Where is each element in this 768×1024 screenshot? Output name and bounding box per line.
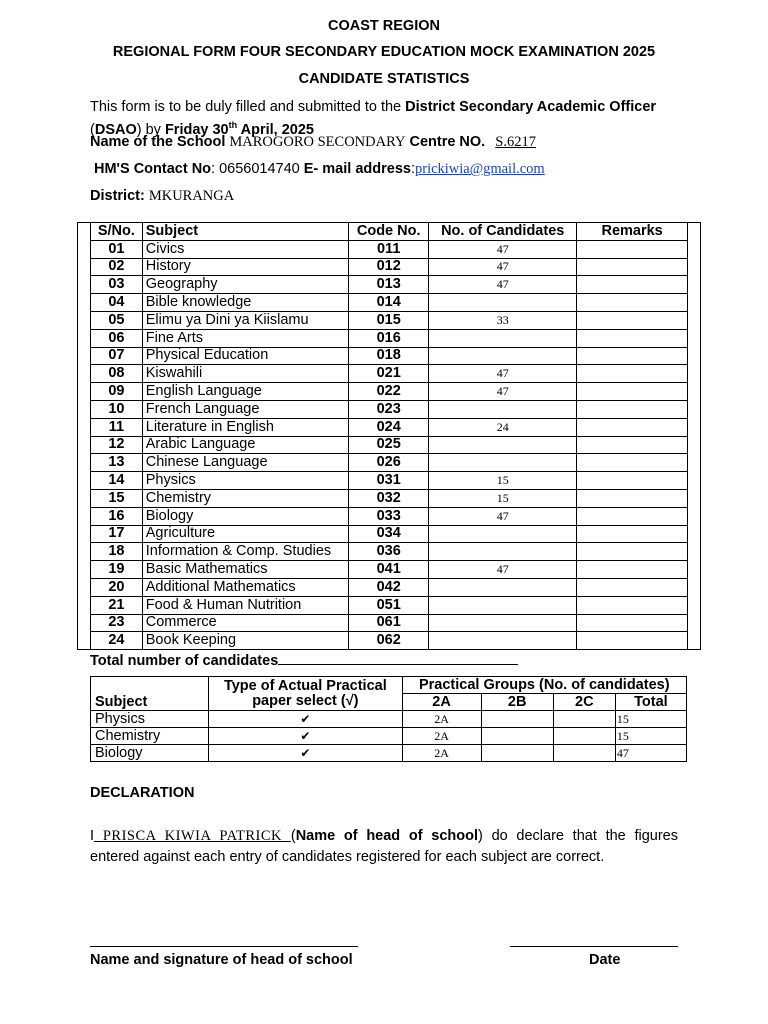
table-row xyxy=(91,436,688,454)
subject-code: 026 xyxy=(349,454,429,472)
remarks-cell xyxy=(577,507,688,525)
serial-number: 23 xyxy=(91,614,143,632)
check-icon: ✔ xyxy=(209,745,402,762)
subject-name: Additional Mathematics xyxy=(142,578,348,596)
serial-number: 05 xyxy=(91,311,143,329)
candidate-count xyxy=(429,578,577,596)
candidate-count xyxy=(429,294,577,312)
remarks-cell xyxy=(577,418,688,436)
serial-number: 08 xyxy=(91,365,143,383)
subject-code: 041 xyxy=(349,561,429,579)
serial-number: 03 xyxy=(91,276,143,294)
email-link[interactable]: prickiwia@gmail.com xyxy=(414,161,545,177)
serial-number: 06 xyxy=(91,329,143,347)
subject-name: English Language xyxy=(142,383,348,401)
table-row xyxy=(91,400,688,418)
subject-code: 042 xyxy=(349,578,429,596)
candidate-count: 24 xyxy=(429,418,577,436)
group-2b-cell xyxy=(481,711,553,728)
subject-code: 033 xyxy=(349,507,429,525)
centre-value: S.6217 xyxy=(495,134,536,150)
subject-name: Arabic Language xyxy=(142,436,348,454)
remarks-cell xyxy=(577,614,688,632)
subject-code: 023 xyxy=(349,400,429,418)
group-2c-cell xyxy=(553,711,615,728)
subject-code: 051 xyxy=(349,596,429,614)
remarks-cell xyxy=(577,329,688,347)
table-row xyxy=(91,276,688,294)
candidate-count xyxy=(429,632,577,650)
signature-label: Name and signature of head of school xyxy=(90,952,353,968)
district-label: District: xyxy=(90,188,145,204)
subject-name: Chemistry xyxy=(142,489,348,507)
subject-name: Fine Arts xyxy=(142,329,348,347)
group-total-cell: 15 xyxy=(615,728,686,745)
serial-number: 10 xyxy=(91,400,143,418)
subject-name: Civics xyxy=(142,240,348,258)
group-total-header: Total xyxy=(615,694,686,711)
practical-subject: Biology xyxy=(91,745,209,762)
candidate-count xyxy=(429,347,577,365)
table-row xyxy=(91,489,688,507)
subject-code: 032 xyxy=(349,489,429,507)
remarks-cell xyxy=(577,365,688,383)
subject-code: 034 xyxy=(349,525,429,543)
practical-subject: Chemistry xyxy=(91,728,209,745)
subject-name: Basic Mathematics xyxy=(142,561,348,579)
serial-number: 17 xyxy=(91,525,143,543)
subject-code: 011 xyxy=(349,240,429,258)
candidate-count: 15 xyxy=(429,472,577,490)
candidate-count xyxy=(429,596,577,614)
school-name-value: MAROGORO SECONDARY xyxy=(229,134,406,150)
serial-number: 24 xyxy=(91,632,143,650)
subject-name: History xyxy=(142,258,348,276)
check-icon: ✔ xyxy=(209,711,402,728)
col-candidates: No. of Candidates xyxy=(429,223,577,241)
declaration-text xyxy=(90,826,678,868)
remarks-cell xyxy=(577,436,688,454)
remarks-cell xyxy=(577,543,688,561)
declaration-prefix: I xyxy=(90,828,95,844)
practical-row xyxy=(91,711,687,728)
contact-line: HM'S Contact No: 0656014740 E- mail address:prickiwia@gmail.com xyxy=(94,161,545,177)
candidate-count: 47 xyxy=(429,276,577,294)
col-subject: Subject xyxy=(142,223,348,241)
serial-number: 02 xyxy=(91,258,143,276)
table-row xyxy=(91,294,688,312)
table-row xyxy=(91,561,688,579)
subject-name: Book Keeping xyxy=(142,632,348,650)
intro-paragraph xyxy=(90,98,690,139)
declaration-heading: DECLARATION xyxy=(90,785,195,801)
practical-header-row-1 xyxy=(91,677,687,694)
remarks-cell xyxy=(577,311,688,329)
practical-table xyxy=(90,676,687,762)
group-2a-header: 2A xyxy=(402,694,481,711)
group-total-cell: 47 xyxy=(615,745,686,762)
remarks-cell xyxy=(577,596,688,614)
declaration-line-1 xyxy=(90,826,678,847)
head-name: PRISCA KIWIA PATRICK xyxy=(94,828,291,844)
remarks-cell xyxy=(577,400,688,418)
subject-name: French Language xyxy=(142,400,348,418)
candidate-count: 47 xyxy=(429,258,577,276)
table-row xyxy=(91,614,688,632)
candidate-count: 47 xyxy=(429,240,577,258)
candidate-count xyxy=(429,454,577,472)
serial-number: 09 xyxy=(91,383,143,401)
remarks-cell xyxy=(577,489,688,507)
group-2c-cell xyxy=(553,745,615,762)
subject-name: Agriculture xyxy=(142,525,348,543)
subject-code: 024 xyxy=(349,418,429,436)
remarks-cell xyxy=(577,454,688,472)
head-role: Name of head of school xyxy=(295,828,479,844)
candidate-count xyxy=(429,525,577,543)
candidate-count xyxy=(429,400,577,418)
remarks-cell xyxy=(577,578,688,596)
subject-name: Literature in English xyxy=(142,418,348,436)
practical-row xyxy=(91,728,687,745)
subject-name: Bible knowledge xyxy=(142,294,348,312)
table-row xyxy=(91,258,688,276)
candidate-count: 47 xyxy=(429,383,577,401)
hm-contact-value: : 0656014740 xyxy=(211,161,300,177)
table-row xyxy=(91,383,688,401)
serial-number: 12 xyxy=(91,436,143,454)
subject-name: Elimu ya Dini ya Kiislamu xyxy=(142,311,348,329)
region-heading: COAST REGION xyxy=(328,18,440,34)
col-sno: S/No. xyxy=(91,223,143,241)
date-label: Date xyxy=(589,952,621,968)
practical-type-header: Type of Actual Practical paper select (√) xyxy=(209,677,402,711)
subject-code: 061 xyxy=(349,614,429,632)
subject-code: 062 xyxy=(349,632,429,650)
group-2a-cell: 2A xyxy=(402,745,481,762)
declaration-line-2: entered against each entry of candidates registered for each subject are correct. xyxy=(90,849,605,865)
serial-number: 18 xyxy=(91,543,143,561)
serial-number: 13 xyxy=(91,454,143,472)
candidate-count: 33 xyxy=(429,311,577,329)
officer-title: District Secondary Academic Officer xyxy=(405,99,657,115)
subjects-table xyxy=(90,222,688,650)
candidate-count xyxy=(429,329,577,347)
by-text: ) by xyxy=(136,121,165,138)
serial-number: 16 xyxy=(91,507,143,525)
school-name-label: Name of the School xyxy=(90,134,226,150)
subject-name: Physics xyxy=(142,472,348,490)
candidate-count: 47 xyxy=(429,561,577,579)
table-row xyxy=(91,578,688,596)
group-2c-cell xyxy=(553,728,615,745)
candidate-count: 47 xyxy=(429,365,577,383)
email-label: E- mail address xyxy=(303,161,411,177)
table-row xyxy=(91,507,688,525)
table-row xyxy=(91,347,688,365)
subject-code: 014 xyxy=(349,294,429,312)
table-row xyxy=(91,240,688,258)
subject-name: Food & Human Nutrition xyxy=(142,596,348,614)
subject-name: Biology xyxy=(142,507,348,525)
serial-number: 15 xyxy=(91,489,143,507)
table-frame-left xyxy=(77,222,78,650)
group-2b-header: 2B xyxy=(481,694,553,711)
dsao-abbr: DSAO xyxy=(94,121,137,138)
total-candidates xyxy=(90,652,518,669)
remarks-cell xyxy=(577,240,688,258)
remarks-cell xyxy=(577,561,688,579)
group-total-cell: 15 xyxy=(615,711,686,728)
group-2b-cell xyxy=(481,728,553,745)
declaration-line1-rest: ) do declare that the figures xyxy=(478,828,678,844)
candidate-count xyxy=(429,543,577,561)
serial-number: 11 xyxy=(91,418,143,436)
total-blank-line xyxy=(278,652,518,665)
remarks-cell xyxy=(577,347,688,365)
table-row xyxy=(91,543,688,561)
subject-name: Geography xyxy=(142,276,348,294)
serial-number: 21 xyxy=(91,596,143,614)
group-2a-cell: 2A xyxy=(402,728,481,745)
school-line xyxy=(90,134,536,151)
remarks-cell xyxy=(577,632,688,650)
table-row xyxy=(91,525,688,543)
candidate-count: 47 xyxy=(429,507,577,525)
subject-code: 021 xyxy=(349,365,429,383)
paren-open: ( xyxy=(290,828,296,844)
subject-name: Information & Comp. Studies xyxy=(142,543,348,561)
check-icon: ✔ xyxy=(209,728,402,745)
exam-title: REGIONAL FORM FOUR SECONDARY EDUCATION MOCK EXAMINATION 2025 xyxy=(112,44,656,60)
remarks-cell xyxy=(577,472,688,490)
table-frame-right xyxy=(700,222,701,650)
hm-contact-label: HM'S Contact No xyxy=(94,161,212,177)
remarks-cell xyxy=(577,258,688,276)
intro-text: This form is to be duly filled and submitted to the xyxy=(90,99,406,115)
table-row xyxy=(91,472,688,490)
practical-subject: Physics xyxy=(91,711,209,728)
candidate-count xyxy=(429,614,577,632)
col-remarks: Remarks xyxy=(577,223,688,241)
centre-label: Centre NO. xyxy=(409,134,486,150)
subject-code: 015 xyxy=(349,311,429,329)
subject-code: 012 xyxy=(349,258,429,276)
table-row xyxy=(91,596,688,614)
subject-name: Kiswahili xyxy=(142,365,348,383)
district-line xyxy=(90,188,234,205)
stats-subtitle: CANDIDATE STATISTICS xyxy=(298,71,470,87)
subject-name: Commerce xyxy=(142,614,348,632)
remarks-cell xyxy=(577,294,688,312)
district-value: MKURANGA xyxy=(148,188,235,204)
table-row xyxy=(91,454,688,472)
table-row xyxy=(91,311,688,329)
table-row xyxy=(91,365,688,383)
remarks-cell xyxy=(577,525,688,543)
deadline: Friday 30th April, 2025 xyxy=(164,120,314,138)
serial-number: 19 xyxy=(91,561,143,579)
practical-row xyxy=(91,745,687,762)
serial-number: 01 xyxy=(91,240,143,258)
serial-number: 20 xyxy=(91,578,143,596)
remarks-cell xyxy=(577,383,688,401)
serial-number: 07 xyxy=(91,347,143,365)
subject-code: 016 xyxy=(349,329,429,347)
practical-subject-header: Subject xyxy=(91,677,209,711)
subject-code: 013 xyxy=(349,276,429,294)
table-row xyxy=(91,632,688,650)
subject-code: 031 xyxy=(349,472,429,490)
practical-groups-header: Practical Groups (No. of candidates) xyxy=(402,677,687,694)
subject-code: 025 xyxy=(349,436,429,454)
remarks-cell xyxy=(577,276,688,294)
total-label: Total number of candidates xyxy=(90,653,279,669)
col-code: Code No. xyxy=(349,223,429,241)
candidate-count xyxy=(429,436,577,454)
table-row xyxy=(91,329,688,347)
subject-code: 036 xyxy=(349,543,429,561)
subject-name: Chinese Language xyxy=(142,454,348,472)
date-line xyxy=(510,946,678,947)
subject-code: 022 xyxy=(349,383,429,401)
group-2b-cell xyxy=(481,745,553,762)
subject-name: Physical Education xyxy=(142,347,348,365)
serial-number: 04 xyxy=(91,294,143,312)
candidate-count: 15 xyxy=(429,489,577,507)
serial-number: 14 xyxy=(91,472,143,490)
subjects-header-row xyxy=(91,223,688,241)
signature-line xyxy=(90,946,358,947)
paren: ( xyxy=(90,121,95,138)
subject-code: 018 xyxy=(349,347,429,365)
group-2c-header: 2C xyxy=(553,694,615,711)
table-row xyxy=(91,418,688,436)
group-2a-cell: 2A xyxy=(402,711,481,728)
